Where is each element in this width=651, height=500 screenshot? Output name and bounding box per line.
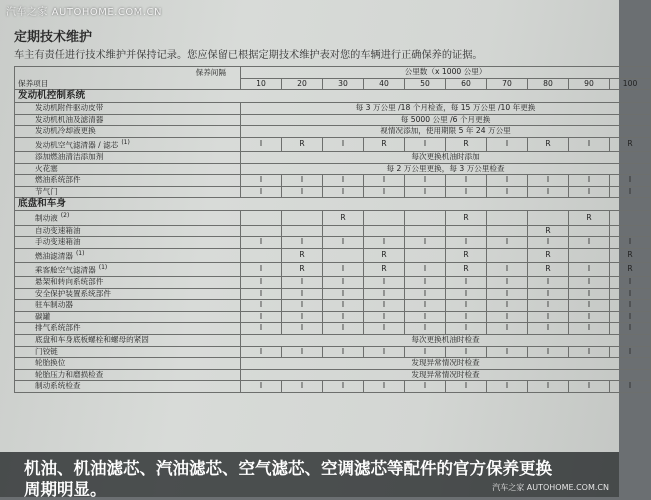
table-row (15, 237, 651, 249)
item-cell (15, 175, 241, 187)
mark-cell: I (282, 346, 323, 358)
mark-cell (405, 248, 446, 262)
item-cell (15, 248, 241, 262)
mark-cell: I (487, 288, 528, 300)
table-row (15, 137, 651, 151)
mark-cell: I (241, 277, 282, 289)
mark-cell: I (364, 323, 405, 335)
mark-cell: I (323, 277, 364, 289)
mark-cell: I (323, 323, 364, 335)
mark-cell: I (323, 186, 364, 198)
mileage-header: 40 (364, 78, 405, 90)
mark-cell: I (528, 237, 569, 249)
mileage-header: 80 (528, 78, 569, 90)
mark-cell (405, 211, 446, 225)
table-row (15, 262, 651, 276)
span-cell: 发现异常情况时检查 (241, 358, 651, 370)
mark-cell: I (241, 186, 282, 198)
watermark-top: 汽车之家 AUTOHOME.COM.CN (6, 7, 162, 18)
mark-cell: I (446, 288, 487, 300)
mark-cell: I (282, 300, 323, 312)
span-cell: 每次更换机油时添加 (241, 152, 651, 164)
mark-cell: I (610, 277, 651, 289)
mark-cell: I (610, 323, 651, 335)
table-row (15, 211, 651, 225)
mark-cell: I (528, 346, 569, 358)
mark-cell (446, 225, 487, 237)
mark-cell: I (282, 323, 323, 335)
header-corner (15, 67, 241, 90)
mark-cell: I (282, 175, 323, 187)
mark-cell: I (528, 323, 569, 335)
mark-cell: I (487, 186, 528, 198)
mark-cell: I (364, 277, 405, 289)
item-cell (15, 225, 241, 237)
item-cell (15, 114, 241, 126)
mileage-header: 30 (323, 78, 364, 90)
item-cell (15, 346, 241, 358)
mark-cell: I (610, 300, 651, 312)
mark-cell (364, 225, 405, 237)
maintenance-schedule-table (14, 66, 651, 393)
mark-cell: R (364, 248, 405, 262)
mark-cell: I (487, 137, 528, 151)
table-row (15, 114, 651, 126)
mark-cell: I (487, 262, 528, 276)
mark-cell: I (446, 186, 487, 198)
mileage-header: 70 (487, 78, 528, 90)
mark-cell: I (241, 311, 282, 323)
mark-cell: R (610, 248, 651, 262)
item-cell (15, 137, 241, 151)
mark-cell: I (364, 288, 405, 300)
table-row (15, 186, 651, 198)
mark-cell: I (610, 346, 651, 358)
item-cell (15, 103, 241, 115)
item-label: 乘客舱空气滤清器 (35, 265, 96, 275)
mark-cell: I (487, 277, 528, 289)
item-cell (15, 288, 241, 300)
mark-cell: I (405, 186, 446, 198)
span-cell: 视情况添加，使用期限 5 年 24 万公里 (241, 126, 651, 138)
mark-cell: I (405, 175, 446, 187)
table-row (15, 346, 651, 358)
footnote-ref: (1) (75, 249, 85, 257)
mark-cell (282, 211, 323, 225)
mark-cell: I (323, 262, 364, 276)
mark-cell: I (487, 237, 528, 249)
mark-cell: I (405, 237, 446, 249)
item-cell (15, 277, 241, 289)
interval-label: 保养间隔 (195, 68, 226, 77)
mark-cell: I (405, 262, 446, 276)
table-row (15, 288, 651, 300)
mark-cell: I (569, 323, 610, 335)
item-cell (15, 323, 241, 335)
caption-line-2: 周期明显。 (24, 480, 107, 499)
table-row (15, 323, 651, 335)
mark-cell: R (323, 211, 364, 225)
section-title: 发动机控制系统 (15, 90, 651, 103)
table-row (15, 358, 651, 370)
item-cell (15, 152, 241, 164)
item-cell (15, 300, 241, 312)
item-label: 驻车制动器 (35, 300, 73, 310)
mark-cell: R (569, 211, 610, 225)
mark-cell: I (323, 311, 364, 323)
item-cell (15, 311, 241, 323)
span-cell: 每 3 万公里 /18 个月检查，每 15 万公里 /10 年更换 (241, 103, 651, 115)
mark-cell: I (569, 137, 610, 151)
table-row (15, 225, 651, 237)
mark-cell: I (446, 311, 487, 323)
mark-cell: I (569, 237, 610, 249)
mark-cell: I (405, 311, 446, 323)
mark-cell (569, 248, 610, 262)
mark-cell: I (569, 262, 610, 276)
footnote-ref: (2) (60, 212, 70, 220)
mark-cell: I (364, 381, 405, 393)
mark-cell (487, 211, 528, 225)
item-label: 制动液 (35, 214, 58, 223)
item-cell (15, 358, 241, 370)
item-cell (15, 381, 241, 393)
mileage-header: 90 (569, 78, 610, 90)
mileage-header: 20 (282, 78, 323, 90)
mileage-header: 10 (241, 78, 282, 90)
item-label: 发动机附件驱动皮带 (35, 103, 104, 113)
item-label: 保养项目 (18, 78, 49, 88)
mark-cell: R (528, 225, 569, 237)
mark-cell: I (282, 237, 323, 249)
mark-cell: R (610, 262, 651, 276)
item-cell (15, 211, 241, 225)
mark-cell: R (446, 248, 487, 262)
mark-cell: I (364, 186, 405, 198)
mileage-header: 60 (446, 78, 487, 90)
mark-cell: I (241, 175, 282, 187)
item-label: 排气系统部件 (35, 323, 81, 333)
item-label: 自动变速箱油 (35, 225, 81, 235)
table-row (15, 381, 651, 393)
item-label: 燃油滤清器 (35, 251, 73, 261)
mark-cell (282, 225, 323, 237)
mark-cell: I (528, 288, 569, 300)
section-row (15, 90, 651, 103)
mark-cell (241, 225, 282, 237)
item-label: 制动系统检查 (35, 381, 81, 391)
table-row (15, 277, 651, 289)
mark-cell: I (241, 323, 282, 335)
mark-cell: I (569, 175, 610, 187)
mark-cell: I (446, 237, 487, 249)
span-cell: 每次更换机油时检查 (241, 335, 651, 347)
mark-cell: I (569, 381, 610, 393)
mark-cell: I (241, 288, 282, 300)
mark-cell: R (446, 211, 487, 225)
table-row (15, 152, 651, 164)
mark-cell: I (610, 311, 651, 323)
item-cell (15, 186, 241, 198)
mark-cell: I (487, 311, 528, 323)
mark-cell (487, 248, 528, 262)
item-label: 发动机机油及滤清器 (35, 114, 104, 124)
item-cell (15, 335, 241, 347)
mark-cell: I (446, 323, 487, 335)
mark-cell: I (569, 300, 610, 312)
mark-cell: I (405, 288, 446, 300)
mark-cell: R (282, 248, 323, 262)
table-row (15, 311, 651, 323)
item-label: 碳罐 (35, 311, 51, 321)
table-row (15, 126, 651, 138)
mileage-header: 50 (405, 78, 446, 90)
item-label: 节气门 (35, 186, 58, 196)
mark-cell: I (528, 175, 569, 187)
mark-cell: I (241, 237, 282, 249)
mark-cell: I (528, 300, 569, 312)
mark-cell: I (241, 381, 282, 393)
mark-cell: I (364, 300, 405, 312)
mark-cell: I (610, 237, 651, 249)
mark-cell (487, 225, 528, 237)
mark-cell (241, 248, 282, 262)
item-cell (15, 237, 241, 249)
mark-cell: I (487, 346, 528, 358)
mark-cell: I (446, 346, 487, 358)
mark-cell: I (569, 277, 610, 289)
mark-cell: R (610, 137, 651, 151)
mark-cell: I (610, 288, 651, 300)
mark-cell (569, 225, 610, 237)
mark-cell: I (528, 186, 569, 198)
mark-cell (323, 225, 364, 237)
mark-cell: I (610, 381, 651, 393)
item-label: 安全保护装置系统部件 (35, 288, 111, 298)
item-label: 手动变速箱油 (35, 237, 81, 247)
mark-cell: R (446, 137, 487, 151)
mark-cell: I (487, 381, 528, 393)
mark-cell: I (364, 175, 405, 187)
mark-cell: I (364, 346, 405, 358)
mark-cell: I (241, 346, 282, 358)
mark-cell: I (323, 137, 364, 151)
mark-cell: I (528, 381, 569, 393)
mark-cell (610, 211, 651, 225)
mark-cell: I (405, 137, 446, 151)
mark-cell: I (323, 300, 364, 312)
mark-cell: I (405, 346, 446, 358)
mark-cell: I (487, 300, 528, 312)
mark-cell: I (405, 277, 446, 289)
span-cell: 发现异常情况时检查 (241, 369, 651, 381)
mark-cell: I (569, 311, 610, 323)
item-label: 门铰链 (35, 346, 58, 356)
mark-cell: R (528, 137, 569, 151)
mark-cell: I (323, 237, 364, 249)
mileage-header: 100 (610, 78, 651, 90)
item-label: 发动机空气滤清器 / 滤芯 (35, 140, 119, 150)
section-title: 底盘和车身 (15, 198, 651, 211)
mark-cell: R (446, 262, 487, 276)
item-label: 底盘和车身底板螺栓和螺母的紧固 (35, 335, 149, 344)
caption-line-1: 机油、机油滤芯、汽油滤芯、空气滤芯、空调滤芯等配件的官方保养更换 (24, 459, 552, 478)
mark-cell: I (323, 346, 364, 358)
mark-cell: I (446, 381, 487, 393)
watermark-bottom: 汽车之家 AUTOHOME.COM.CN (492, 483, 609, 492)
mark-cell: I (569, 288, 610, 300)
item-cell (15, 163, 241, 175)
mark-cell: I (446, 300, 487, 312)
span-cell: 每 2 万公里更换，每 3 万公里检查 (241, 163, 651, 175)
mark-cell: I (610, 186, 651, 198)
mark-cell: R (528, 248, 569, 262)
mark-cell: R (364, 262, 405, 276)
mark-cell: I (282, 288, 323, 300)
mark-cell: I (528, 277, 569, 289)
mark-cell (405, 225, 446, 237)
footnote-ref: (1) (121, 138, 130, 146)
mark-cell: I (364, 311, 405, 323)
page-title: 定期技术维护 (14, 30, 93, 45)
item-cell (15, 262, 241, 276)
footnote-ref: (1) (98, 263, 108, 271)
mark-cell: I (569, 186, 610, 198)
item-label: 火花塞 (35, 163, 58, 173)
mark-cell: R (364, 137, 405, 151)
item-label: 发动机冷却液更换 (35, 126, 96, 136)
mark-cell: I (323, 381, 364, 393)
table-row (15, 103, 651, 115)
item-cell (15, 369, 241, 381)
mark-cell (610, 225, 651, 237)
mark-cell: R (282, 137, 323, 151)
section-row (15, 198, 651, 211)
mark-cell: I (405, 323, 446, 335)
mark-cell: I (282, 311, 323, 323)
header-row-unit (15, 67, 651, 79)
mark-cell: I (282, 381, 323, 393)
mark-cell: I (282, 186, 323, 198)
item-label: 燃油系统部件 (35, 175, 81, 185)
mark-cell (528, 211, 569, 225)
item-cell (15, 126, 241, 138)
mark-cell: I (241, 262, 282, 276)
mark-cell: I (323, 175, 364, 187)
mark-cell: I (446, 277, 487, 289)
item-label: 轮胎压力和磨损检查 (35, 369, 104, 379)
mark-cell: I (241, 300, 282, 312)
mark-cell: I (487, 175, 528, 187)
mark-cell: I (282, 277, 323, 289)
item-label: 轮胎换位 (35, 358, 66, 368)
mark-cell: R (282, 262, 323, 276)
table-row (15, 300, 651, 312)
mark-cell: I (323, 288, 364, 300)
mileage-unit-label: 公里数（x 1000 公里） (241, 67, 651, 79)
mark-cell: I (364, 237, 405, 249)
table-row (15, 335, 651, 347)
mark-cell: R (528, 262, 569, 276)
mark-cell: I (569, 346, 610, 358)
table-row (15, 248, 651, 262)
table-row (15, 163, 651, 175)
mark-cell: I (405, 300, 446, 312)
table-row (15, 175, 651, 187)
mark-cell: I (487, 323, 528, 335)
mark-cell: I (241, 137, 282, 151)
table-row (15, 369, 651, 381)
mark-cell: I (405, 381, 446, 393)
span-cell: 每 5000 公里 /6 个月更换 (241, 114, 651, 126)
item-label: 添加燃油清洁添加剂 (35, 152, 104, 162)
mark-cell: I (446, 175, 487, 187)
mark-cell (364, 211, 405, 225)
mark-cell: I (610, 175, 651, 187)
item-label: 悬架和转向系统部件 (35, 277, 104, 287)
mark-cell (323, 248, 364, 262)
intro-text: 车主有责任进行技术维护并保持记录。您应保留已根据定期技术维护表对您的车辆进行正确保养的证据。 (14, 50, 483, 61)
mark-cell: I (528, 311, 569, 323)
mark-cell (241, 211, 282, 225)
